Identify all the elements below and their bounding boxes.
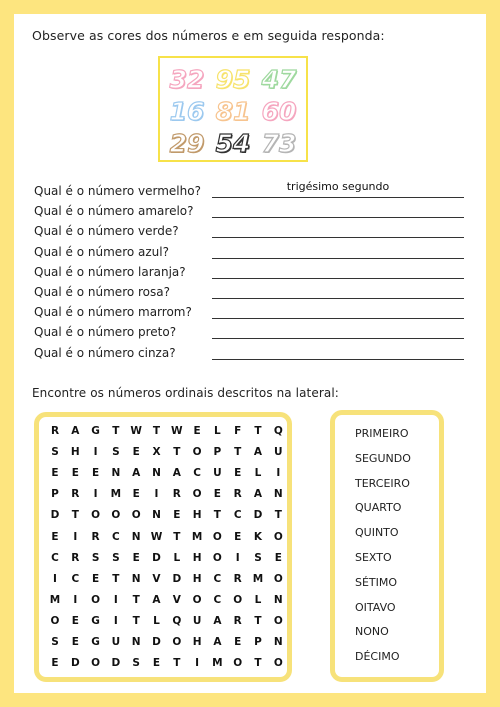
answer-line[interactable] — [212, 338, 464, 339]
grid-letter[interactable]: E — [173, 509, 181, 522]
grid-letter[interactable]: I — [195, 657, 200, 670]
grid-letter[interactable]: E — [92, 572, 100, 585]
grid-letter[interactable]: C — [71, 572, 80, 585]
grid-letter[interactable]: O — [50, 614, 60, 627]
question-row — [34, 344, 474, 364]
grid-letter[interactable]: U — [274, 446, 283, 459]
grid-letter[interactable]: U — [111, 636, 121, 648]
grid-letter[interactable]: S — [51, 636, 59, 648]
grid-letter[interactable]: O — [212, 551, 222, 564]
grid-letter[interactable]: I — [73, 530, 78, 543]
word-list-item: QUARTO — [355, 501, 402, 515]
question-row — [34, 222, 474, 242]
grid-letter[interactable]: S — [112, 551, 120, 564]
grid-letter[interactable]: T — [234, 446, 242, 459]
answer-line[interactable] — [212, 197, 464, 198]
grid-letter[interactable]: T — [274, 509, 282, 522]
question-text: Qual é o número rosa? — [34, 285, 171, 299]
grid-letter[interactable]: K — [253, 530, 263, 543]
grid-letter[interactable]: L — [254, 467, 262, 480]
grid-letter[interactable]: O — [91, 593, 101, 606]
grid-letter[interactable]: T — [112, 572, 120, 585]
grid-letter[interactable]: S — [132, 657, 140, 670]
grid-letter[interactable]: T — [173, 530, 181, 543]
grid-letter[interactable]: O — [192, 488, 202, 501]
grid-letter[interactable]: O — [273, 572, 283, 585]
grid-letter[interactable]: M — [110, 488, 122, 501]
grid-letter[interactable]: O — [111, 509, 121, 522]
grid-letter[interactable]: G — [91, 636, 100, 648]
grid-letter[interactable]: O — [212, 530, 222, 543]
question-text: Qual é o número azul? — [34, 244, 169, 259]
grid-letter[interactable]: S — [91, 551, 100, 564]
grid-letter[interactable]: Q — [273, 425, 283, 437]
instruction-wordsearch: Encontre os números ordinais descritos na lateral: — [32, 386, 339, 400]
grid-letter[interactable]: O — [192, 446, 202, 459]
grid-letter[interactable]: I — [235, 551, 240, 564]
grid-letter[interactable]: S — [254, 551, 262, 564]
grid-letter[interactable]: W — [150, 530, 163, 543]
grid-letter[interactable]: A — [213, 614, 222, 627]
question-row — [34, 243, 474, 263]
grid-letter[interactable]: S — [112, 446, 120, 459]
grid-letter[interactable]: O — [233, 593, 243, 606]
question-text: Qual é o número amarelo? — [34, 204, 194, 219]
question-row — [34, 283, 474, 303]
grid-letter[interactable]: L — [214, 425, 221, 437]
grid-letter[interactable]: H — [192, 572, 202, 585]
word-list-item: PRIMEIRO — [355, 427, 409, 440]
grid-letter[interactable]: R — [233, 488, 242, 501]
grid-letter[interactable]: D — [111, 657, 121, 670]
grid-letter[interactable]: E — [71, 614, 79, 627]
answer-line[interactable] — [212, 217, 464, 218]
wordsearch-grid — [34, 412, 292, 682]
grid-letter[interactable]: L — [173, 551, 181, 564]
grid-letter[interactable]: N — [111, 467, 121, 480]
answer-line[interactable] — [212, 318, 464, 319]
word-list-item: SEGUNDO — [355, 451, 411, 465]
grid-letter[interactable]: M — [49, 593, 61, 606]
grid-letter[interactable]: C — [233, 509, 242, 522]
grid-letter[interactable]: T — [132, 593, 140, 606]
answer-line[interactable] — [212, 237, 464, 238]
grid-letter[interactable]: E — [132, 446, 140, 459]
grid-letter[interactable]: E — [51, 530, 59, 543]
colored-number: 47 — [261, 65, 297, 94]
grid-letter[interactable]: O — [192, 593, 202, 606]
grid-letter[interactable]: R — [71, 488, 80, 501]
grid-letter[interactable]: E — [71, 636, 79, 648]
grid-letter[interactable]: A — [132, 467, 141, 480]
colored-number: 32 — [169, 65, 205, 94]
grid-letter[interactable]: C — [213, 593, 222, 606]
grid-letter[interactable]: D — [253, 509, 263, 522]
colored-number: 60 — [261, 97, 297, 126]
grid-letter[interactable]: O — [273, 657, 283, 670]
grid-letter[interactable]: V — [172, 593, 181, 606]
grid-letter[interactable]: H — [192, 636, 202, 648]
grid-letter[interactable]: N — [131, 636, 141, 648]
question-text: Qual é o número cinza? — [34, 345, 176, 360]
grid-letter[interactable]: F — [234, 425, 242, 437]
grid-letter[interactable]: T — [173, 446, 181, 459]
grid-letter[interactable]: X — [152, 446, 161, 459]
grid-letter[interactable]: M — [252, 572, 264, 585]
grid-letter[interactable]: N — [152, 509, 161, 522]
grid-letter[interactable]: I — [113, 593, 118, 606]
grid-letter[interactable]: M — [191, 530, 203, 543]
grid-letter[interactable]: R — [71, 551, 80, 564]
colored-number: 54 — [215, 129, 251, 158]
grid-letter[interactable]: A — [253, 446, 263, 459]
grid-letter[interactable]: A — [172, 467, 181, 480]
grid-letter[interactable]: E — [234, 636, 242, 648]
grid-letter[interactable]: A — [71, 425, 80, 437]
grid-letter[interactable]: W — [171, 425, 183, 437]
grid-letter[interactable]: D — [70, 657, 80, 670]
grid-letter[interactable]: E — [51, 467, 59, 480]
grid-letter[interactable]: R — [50, 425, 60, 437]
grid-letter[interactable]: E — [132, 551, 140, 564]
grid-letter[interactable]: E — [132, 488, 140, 501]
question-text: Qual é o número marrom? — [34, 305, 192, 320]
grid-letter[interactable]: L — [153, 614, 160, 627]
word-list-item: SEXTO — [355, 551, 392, 564]
grid-letter[interactable]: N — [131, 572, 141, 585]
word-list-item: TERCEIRO — [355, 476, 410, 490]
grid-letter[interactable]: E — [234, 467, 242, 480]
grid-letter[interactable]: E — [51, 657, 59, 670]
grid-letter[interactable]: T — [112, 425, 120, 437]
grid-letter[interactable]: T — [173, 657, 181, 670]
grid-letter[interactable]: O — [172, 636, 182, 648]
grid-letter[interactable]: V — [152, 572, 161, 585]
grid-letter[interactable]: L — [254, 593, 262, 606]
answer-line[interactable] — [212, 359, 464, 360]
instruction-top: Observe as cores dos números e em seguida responda: — [32, 28, 385, 43]
grid-letter[interactable]: H — [70, 446, 80, 459]
worksheet — [14, 14, 486, 693]
grid-letter[interactable]: O — [91, 657, 101, 670]
grid-letter[interactable]: C — [51, 551, 59, 564]
word-list-item: NONO — [355, 625, 389, 639]
word-list-item: OITAVO — [355, 600, 396, 614]
grid-letter[interactable]: O — [233, 657, 243, 670]
grid-letter[interactable]: Q — [172, 614, 182, 627]
answer-text: trigésimo segundo — [286, 180, 390, 193]
question-text: Qual é o número vermelho? — [34, 184, 201, 198]
grid-letter[interactable]: M — [212, 657, 223, 670]
grid-letter[interactable]: E — [71, 467, 79, 480]
grid-letter[interactable]: E — [234, 530, 242, 543]
grid-letter[interactable]: T — [71, 509, 79, 522]
question-row — [34, 303, 474, 323]
grid-letter[interactable]: D — [152, 551, 161, 564]
grid-letter[interactable]: A — [213, 636, 222, 648]
grid-letter[interactable]: H — [192, 509, 202, 522]
grid-letter[interactable]: C — [213, 572, 222, 585]
answer-line[interactable] — [212, 258, 464, 259]
question-text: Qual é o número preto? — [34, 325, 177, 340]
grid-letter[interactable]: I — [73, 593, 78, 606]
grid-letter[interactable]: E — [213, 488, 221, 501]
grid-letter[interactable]: G — [91, 425, 100, 437]
grid-letter[interactable]: I — [53, 572, 57, 585]
word-list-box — [330, 410, 444, 682]
grid-letter[interactable]: O — [273, 614, 283, 627]
grid-letter[interactable]: U — [192, 614, 202, 627]
grid-letter[interactable]: O — [131, 509, 141, 522]
colored-number: 73 — [261, 129, 297, 158]
grid-letter[interactable]: O — [91, 509, 101, 522]
question-text: Qual é o número laranja? — [34, 264, 186, 279]
answer-line[interactable] — [212, 278, 464, 279]
word-list-item: SÉTIMO — [355, 575, 398, 589]
question-row — [34, 182, 474, 202]
answer-line[interactable] — [212, 298, 464, 299]
grid-letter[interactable]: W — [130, 425, 142, 437]
grid-letter[interactable]: U — [213, 467, 222, 480]
grid-letter[interactable]: R — [172, 488, 181, 501]
grid-letter[interactable]: P — [254, 636, 262, 648]
grid-letter[interactable]: T — [213, 509, 221, 522]
grid-letter[interactable]: E — [193, 425, 201, 437]
grid-letter[interactable]: D — [172, 572, 182, 585]
colored-number: 95 — [215, 65, 251, 94]
grid-letter[interactable]: T — [254, 614, 262, 627]
grid-letter[interactable]: N — [273, 636, 283, 648]
grid-letter[interactable]: D — [50, 509, 60, 522]
grid-letter[interactable]: O — [273, 530, 283, 543]
grid-letter[interactable]: S — [51, 446, 59, 459]
grid-letter[interactable]: N — [131, 530, 141, 543]
grid-letter[interactable]: R — [91, 530, 100, 543]
grid-letter[interactable]: I — [276, 467, 281, 480]
question-row — [34, 202, 474, 222]
colored-number: 16 — [169, 97, 205, 126]
grid-letter[interactable]: P — [51, 488, 59, 501]
grid-letter[interactable]: E — [274, 551, 282, 564]
grid-letter[interactable]: I — [93, 446, 98, 459]
grid-letter[interactable]: P — [213, 446, 222, 459]
grid-letter[interactable]: T — [132, 614, 140, 627]
grid-letter[interactable]: N — [152, 467, 161, 480]
word-list-item: DÉCIMO — [355, 650, 400, 664]
grid-letter[interactable]: C — [112, 530, 120, 543]
question-row — [34, 263, 474, 283]
grid-letter[interactable]: A — [152, 593, 161, 606]
grid-letter[interactable]: C — [193, 467, 201, 480]
grid-letter[interactable]: N — [273, 593, 283, 606]
grid-letter[interactable]: A — [253, 488, 263, 501]
colored-numbers-box — [158, 56, 308, 162]
grid-letter[interactable]: R — [233, 572, 242, 585]
grid-letter[interactable]: T — [254, 657, 262, 670]
grid-letter[interactable]: D — [152, 636, 161, 648]
colored-number: 81 — [215, 97, 251, 126]
question-row — [34, 323, 474, 343]
grid-letter[interactable]: E — [92, 467, 100, 480]
word-list-item: QUINTO — [355, 526, 399, 540]
grid-letter[interactable]: E — [152, 657, 161, 670]
grid-letter[interactable]: T — [254, 425, 262, 437]
grid-letter[interactable]: I — [93, 488, 98, 501]
grid-letter[interactable]: I — [154, 488, 159, 501]
grid-letter[interactable]: I — [113, 614, 118, 627]
question-text: Qual é o número verde? — [34, 224, 179, 239]
grid-letter[interactable]: N — [273, 488, 283, 501]
grid-letter[interactable]: T — [152, 425, 161, 437]
colored-number: 29 — [169, 129, 205, 158]
grid-letter[interactable]: H — [192, 551, 202, 564]
grid-letter[interactable]: G — [91, 614, 100, 627]
grid-letter[interactable]: R — [233, 614, 242, 627]
